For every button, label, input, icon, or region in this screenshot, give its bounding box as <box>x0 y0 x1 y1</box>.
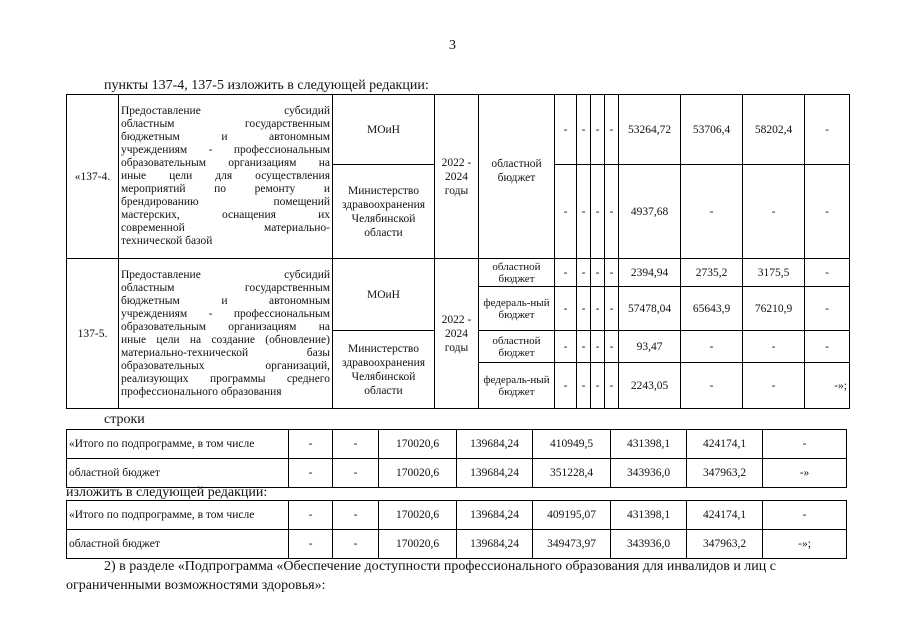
value-cell: - <box>743 331 805 363</box>
value-cell: - <box>555 165 577 259</box>
value-cell: 170020,6 <box>379 530 457 559</box>
value-cell: - <box>763 430 847 459</box>
executor-cell: Министерство здравоохранения Челябинской области <box>333 331 435 409</box>
new-edition-label: изложить в следующей редакции: <box>66 485 268 500</box>
value-cell: - <box>555 259 577 287</box>
value-cell: 431398,1 <box>611 501 687 530</box>
value-cell: 170020,6 <box>379 459 457 488</box>
value-cell: - <box>577 363 591 409</box>
value-cell: - <box>577 331 591 363</box>
value-cell: - <box>763 501 847 530</box>
value-cell: 431398,1 <box>611 430 687 459</box>
row-label: областной бюджет <box>67 530 289 559</box>
table-row <box>67 530 847 559</box>
value-cell: 139684,24 <box>457 459 533 488</box>
value-cell: - <box>289 501 333 530</box>
value-cell: 170020,6 <box>379 501 457 530</box>
value-cell: 424174,1 <box>687 501 763 530</box>
value-cell: - <box>681 165 743 259</box>
value-cell: - <box>605 287 619 331</box>
value-cell: - <box>591 363 605 409</box>
value-cell: - <box>333 530 379 559</box>
value-cell: 53706,4 <box>681 95 743 165</box>
value-cell: 58202,4 <box>743 95 805 165</box>
amendments-table <box>66 94 850 409</box>
source-cell: областной бюджет <box>479 95 555 259</box>
value-cell: 170020,6 <box>379 430 457 459</box>
period-cell: 2022 - 2024 годы <box>435 95 479 259</box>
value-cell: 139684,24 <box>457 430 533 459</box>
intro-text: пункты 137-4, 137-5 изложить в следующей редакции: <box>104 78 429 93</box>
value-cell: - <box>577 287 591 331</box>
value-cell: - <box>555 95 577 165</box>
value-cell: - <box>681 363 743 409</box>
value-cell: -»; <box>805 363 850 409</box>
value-cell: 343936,0 <box>611 530 687 559</box>
item-number: «137-4. <box>67 95 119 259</box>
value-cell: - <box>681 331 743 363</box>
value-cell: 76210,9 <box>743 287 805 331</box>
value-cell: 2735,2 <box>681 259 743 287</box>
source-cell: федераль-ный бюджет <box>479 287 555 331</box>
value-cell: - <box>333 501 379 530</box>
value-cell: - <box>591 95 605 165</box>
value-cell: 343936,0 <box>611 459 687 488</box>
value-cell: 65643,9 <box>681 287 743 331</box>
value-cell: - <box>805 95 850 165</box>
value-cell: 347963,2 <box>687 530 763 559</box>
old-totals-table <box>66 429 847 488</box>
value-cell: 53264,72 <box>619 95 681 165</box>
value-cell: - <box>805 287 850 331</box>
value-cell: 409195,07 <box>533 501 611 530</box>
value-cell: - <box>555 287 577 331</box>
value-cell: 347963,2 <box>687 459 763 488</box>
source-cell: областной бюджет <box>479 331 555 363</box>
value-cell: - <box>555 331 577 363</box>
stroki-label: строки <box>104 412 145 427</box>
executor-cell: Министерство здравоохранения Челябинской области <box>333 165 435 259</box>
value-cell: - <box>743 165 805 259</box>
value-cell: - <box>591 259 605 287</box>
value-cell: -» <box>763 459 847 488</box>
row-label: «Итого по подпрограмме, в том числе <box>67 501 289 530</box>
value-cell: - <box>805 331 850 363</box>
value-cell: 2243,05 <box>619 363 681 409</box>
value-cell: - <box>577 259 591 287</box>
executor-cell: МОиН <box>333 259 435 331</box>
page-number: 3 <box>449 38 456 53</box>
value-cell: 424174,1 <box>687 430 763 459</box>
value-cell: - <box>577 165 591 259</box>
value-cell: - <box>591 287 605 331</box>
value-cell: - <box>289 459 333 488</box>
executor-cell: МОиН <box>333 95 435 165</box>
value-cell: 410949,5 <box>533 430 611 459</box>
paragraph-2-line-1: 2) в разделе «Подпрограмма «Обеспечение доступности профессионального образования для инвалидов и лиц с <box>104 559 776 574</box>
value-cell: 351228,4 <box>533 459 611 488</box>
item-number: 137-5. <box>67 259 119 409</box>
value-cell: 4937,68 <box>619 165 681 259</box>
value-cell: 349473,97 <box>533 530 611 559</box>
period-cell: 2022 - 2024 годы <box>435 259 479 409</box>
item-description: Предоставление субсидий областным государственным бюджетным и автономным учреждениям - профессиональным образовательным организациям на иные цели для осуществления мероприятий по ремонту и брендированию помещений мастерских, оснащения их современной материально- технической базой <box>119 95 333 259</box>
table-row <box>67 259 850 287</box>
value-cell: 93,47 <box>619 331 681 363</box>
value-cell: - <box>289 430 333 459</box>
value-cell: - <box>805 259 850 287</box>
value-cell: - <box>605 165 619 259</box>
new-totals-table <box>66 500 847 559</box>
value-cell: - <box>289 530 333 559</box>
table-row <box>67 459 847 488</box>
value-cell: - <box>577 95 591 165</box>
value-cell: - <box>805 165 850 259</box>
table-row <box>67 501 847 530</box>
value-cell: 57478,04 <box>619 287 681 331</box>
table-row <box>67 95 850 165</box>
value-cell: -»; <box>763 530 847 559</box>
value-cell: - <box>605 331 619 363</box>
value-cell: 2394,94 <box>619 259 681 287</box>
source-cell: областной бюджет <box>479 259 555 287</box>
value-cell: - <box>743 363 805 409</box>
table-row <box>67 430 847 459</box>
value-cell: - <box>333 430 379 459</box>
value-cell: 3175,5 <box>743 259 805 287</box>
value-cell: - <box>333 459 379 488</box>
value-cell: - <box>591 165 605 259</box>
source-cell: федераль-ный бюджет <box>479 363 555 409</box>
value-cell: - <box>605 363 619 409</box>
value-cell: - <box>605 259 619 287</box>
value-cell: - <box>555 363 577 409</box>
value-cell: - <box>591 331 605 363</box>
value-cell: 139684,24 <box>457 530 533 559</box>
row-label: «Итого по подпрограмме, в том числе <box>67 430 289 459</box>
value-cell: - <box>605 95 619 165</box>
paragraph-2-line-2: ограниченными возможностями здоровья»: <box>66 578 326 593</box>
value-cell: 139684,24 <box>457 501 533 530</box>
row-label: областной бюджет <box>67 459 289 488</box>
item-description: Предоставление субсидий областным государственным бюджетным и автономным учреждениям - профессиональным образовательным организациям на иные цели на создание (обновление) материально-технической базы образовательных организаций, реализующих программы среднего профессионального образования <box>119 259 333 409</box>
